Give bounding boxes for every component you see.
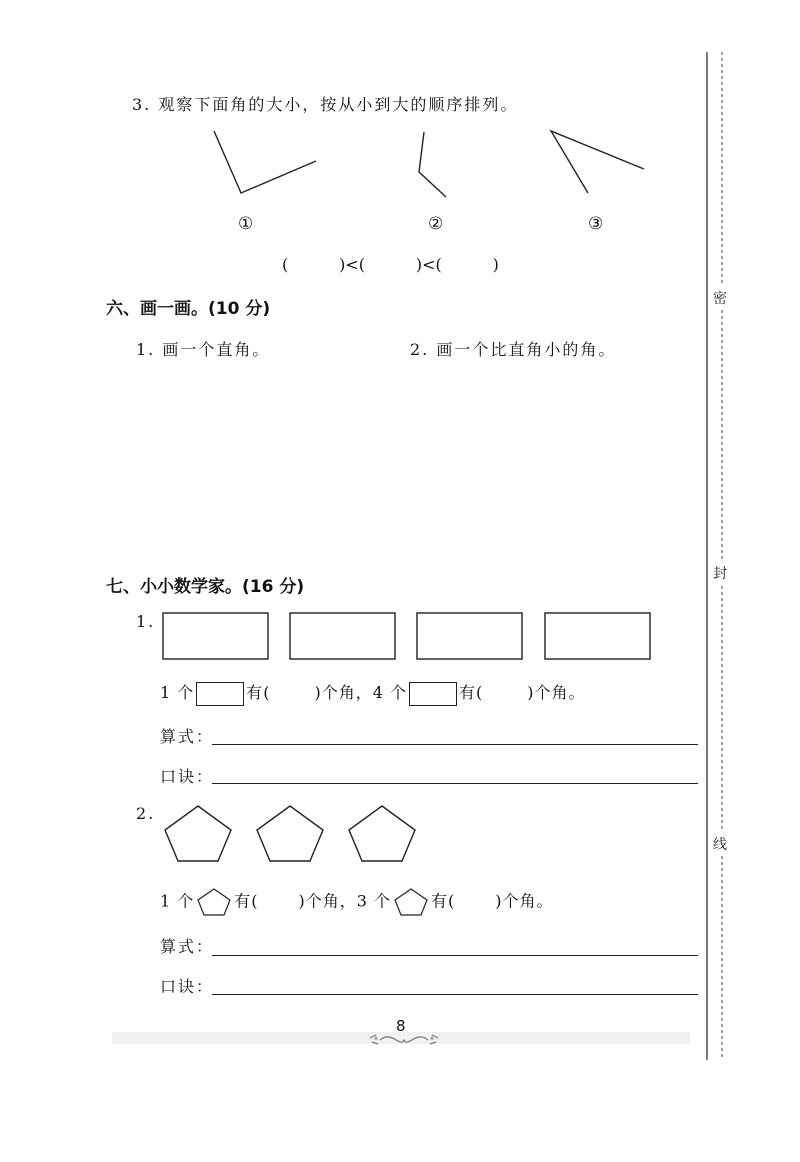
rectangle-inline-icon	[409, 682, 457, 706]
rectangle-figure-2	[290, 613, 395, 659]
order-answer-blanks[interactable]: ( )<( )<( )	[282, 255, 499, 274]
problem-1-sentence	[160, 680, 586, 706]
p2-text-2: 有(	[234, 891, 259, 911]
angle-label-1: ①	[238, 214, 256, 234]
section-6-item-2: 2. 画一个比直角小的角。	[410, 340, 617, 359]
problem-2-formula-line[interactable]	[212, 955, 698, 956]
problem-2-rhyme-label: 口诀：	[160, 977, 215, 996]
angle-2	[419, 132, 446, 197]
problem-2-number: 2.	[136, 804, 156, 823]
p2-text-1: 1 个	[160, 891, 195, 911]
pentagon-inline-icon	[196, 887, 232, 917]
rectangle-inline-icon	[196, 682, 244, 706]
angle-label-3: ③	[588, 214, 606, 234]
problem-2-rhyme-line[interactable]	[212, 994, 698, 995]
problem-1-rhyme-label: 口诀：	[160, 767, 215, 786]
problem-1-formula-line[interactable]	[212, 744, 698, 745]
pentagon-figure-1	[165, 806, 231, 861]
question-3-prompt: 3. 观察下面角的大小，按从小到大的顺序排列。	[132, 95, 519, 114]
page-number: 8	[396, 1017, 406, 1035]
rectangle-figure-4	[545, 613, 650, 659]
pentagon-figure-2	[257, 806, 323, 861]
pentagon-figure-3	[349, 806, 415, 861]
p2-text-5: )个角。	[495, 891, 554, 911]
angle-1	[214, 131, 316, 193]
rectangle-figure-3	[417, 613, 522, 659]
section-6-title: 六、画一画。(10 分)	[106, 299, 271, 319]
problem-1-rhyme-line[interactable]	[212, 783, 698, 784]
problem-2-sentence	[160, 887, 554, 917]
p1-text-1: 1 个	[160, 683, 195, 702]
rectangle-figure-1	[163, 613, 268, 659]
margin-char-xian: 线	[713, 832, 727, 856]
angle-label-2: ②	[428, 214, 446, 234]
margin-char-mi: 密	[713, 286, 727, 310]
p2-text-4: 有(	[431, 891, 456, 911]
section-7-title: 七、小小数学家。(16 分)	[106, 577, 305, 597]
problem-1-number: 1.	[136, 612, 156, 631]
pentagon-inline-icon	[393, 887, 429, 917]
p1-text-4: 有(	[459, 683, 484, 702]
p2-text-3: )个角，3 个	[298, 891, 392, 911]
p1-text-2: 有(	[246, 683, 271, 702]
problem-1-formula-label: 算式：	[160, 727, 215, 746]
section-6-item-1: 1. 画一个直角。	[136, 340, 271, 359]
p1-text-5: )个角。	[527, 683, 586, 702]
margin-char-feng: 封	[713, 561, 727, 585]
problem-2-formula-label: 算式：	[160, 937, 215, 956]
p1-text-3: )个角，4 个	[314, 683, 408, 702]
angle-3	[551, 131, 644, 193]
